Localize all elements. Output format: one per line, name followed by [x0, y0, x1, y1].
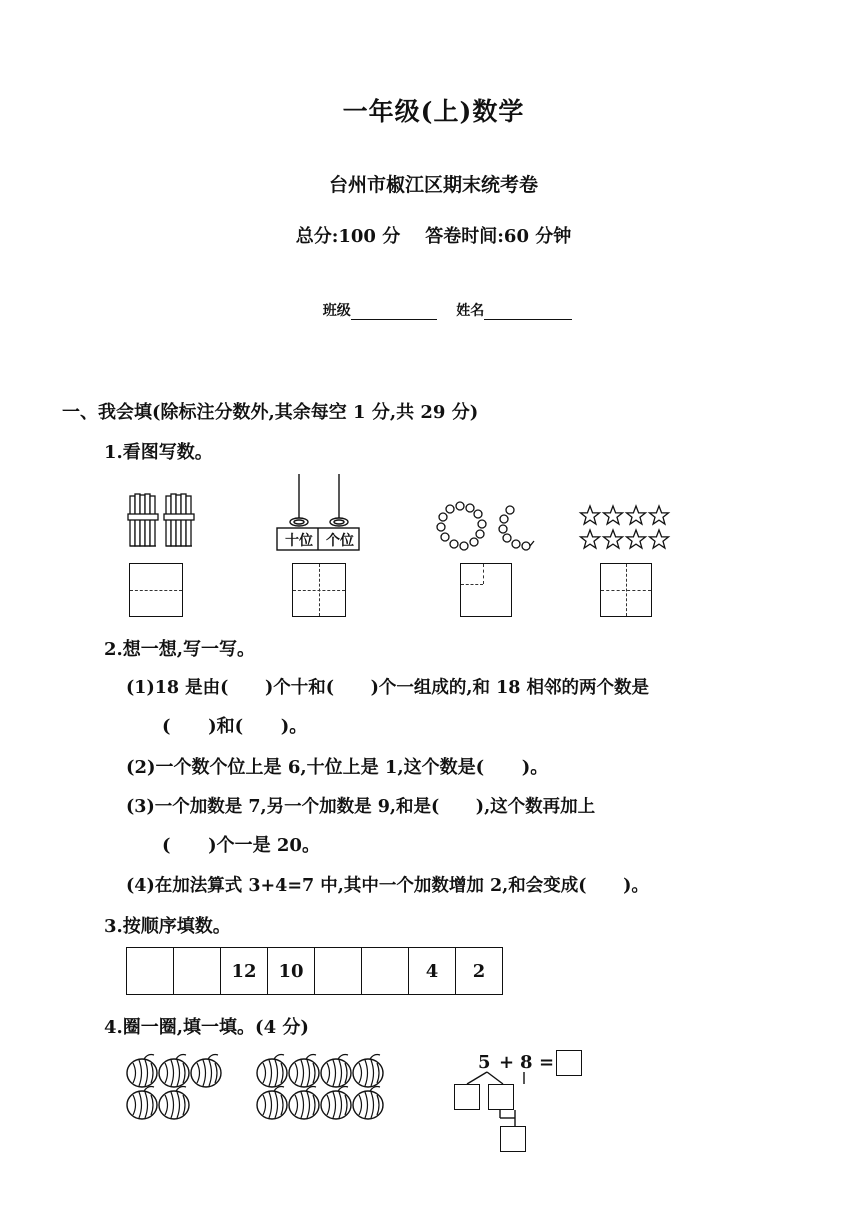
- answer-box-4[interactable]: [600, 563, 652, 617]
- ten-result-box[interactable]: [500, 1126, 526, 1152]
- answer-box-2[interactable]: [292, 563, 346, 617]
- question-4-text: 4.圈一圈,填一填。(4 分): [104, 1017, 309, 1038]
- equation-sum-box[interactable]: [556, 1050, 582, 1076]
- question-2-part3-line1: (3)一个加数是 7,另一个加数是 9,和是( ),这个数再加上: [126, 797, 596, 817]
- question-2-part3-line2: ( )个一是 20。: [162, 835, 320, 856]
- class-field[interactable]: [351, 305, 437, 320]
- sequence-cell: 2: [472, 960, 486, 982]
- section-heading: 一、我会填(除标注分数外,其余每空 1 分,共 29 分): [62, 402, 479, 423]
- sequence-cell[interactable]: [174, 948, 221, 994]
- abacus-ones-label: 个位: [326, 533, 354, 549]
- class-label: 班级: [322, 303, 351, 319]
- abacus-tens-label: 十位: [285, 533, 313, 549]
- exam-meta: 总分:100 分 答卷时间:60 分钟: [295, 226, 572, 247]
- stars-icon: [578, 504, 674, 550]
- equation-first-addend: 5: [478, 1052, 491, 1073]
- question-1-text: 1.看图写数。: [104, 442, 213, 463]
- sequence-cell[interactable]: [127, 948, 174, 994]
- question-2-part4: (4)在加法算式 3+4=7 中,其中一个加数增加 2,和会变成( )。: [126, 876, 649, 896]
- question-3-text: 3.按顺序填数。: [104, 916, 231, 937]
- exam-subtitle: 台州市椒江区期末统考卷: [328, 174, 538, 196]
- page-title: 一年级(上)数学: [342, 97, 525, 126]
- question-2-text: 2.想一想,写一写。: [104, 639, 256, 660]
- number-sequence-row: [126, 947, 503, 995]
- split-box-right[interactable]: [488, 1084, 514, 1110]
- equation-plus-sign: +: [499, 1052, 515, 1073]
- answer-box-3[interactable]: [460, 563, 512, 617]
- name-label: 姓名: [456, 303, 485, 319]
- equation-second-addend: 8: [520, 1052, 533, 1073]
- sequence-cell[interactable]: [315, 948, 362, 994]
- watermelons-5-icon: [126, 1055, 236, 1125]
- name-field[interactable]: [484, 305, 572, 320]
- sequence-cell[interactable]: [362, 948, 409, 994]
- sequence-cell: 4: [409, 948, 456, 994]
- student-info-fields: [313, 284, 572, 320]
- stick-bundles-icon: [126, 492, 196, 552]
- watermelons-8-icon: [254, 1055, 394, 1125]
- question-2-part1-line1: (1)18 是由( )个十和( )个一组成的,和 18 相邻的两个数是: [126, 678, 650, 698]
- question-2-part1-line2: ( )和( )。: [162, 716, 308, 737]
- sequence-cell: 10: [268, 948, 315, 994]
- sequence-cell: 12: [221, 948, 268, 994]
- split-box-left[interactable]: [454, 1084, 480, 1110]
- bead-string-icon: [436, 500, 536, 560]
- question-2-part2: (2)一个数个位上是 6,十位上是 1,这个数是( )。: [126, 757, 549, 778]
- answer-box-1[interactable]: [129, 563, 183, 617]
- equation-equals-sign: =: [539, 1052, 555, 1073]
